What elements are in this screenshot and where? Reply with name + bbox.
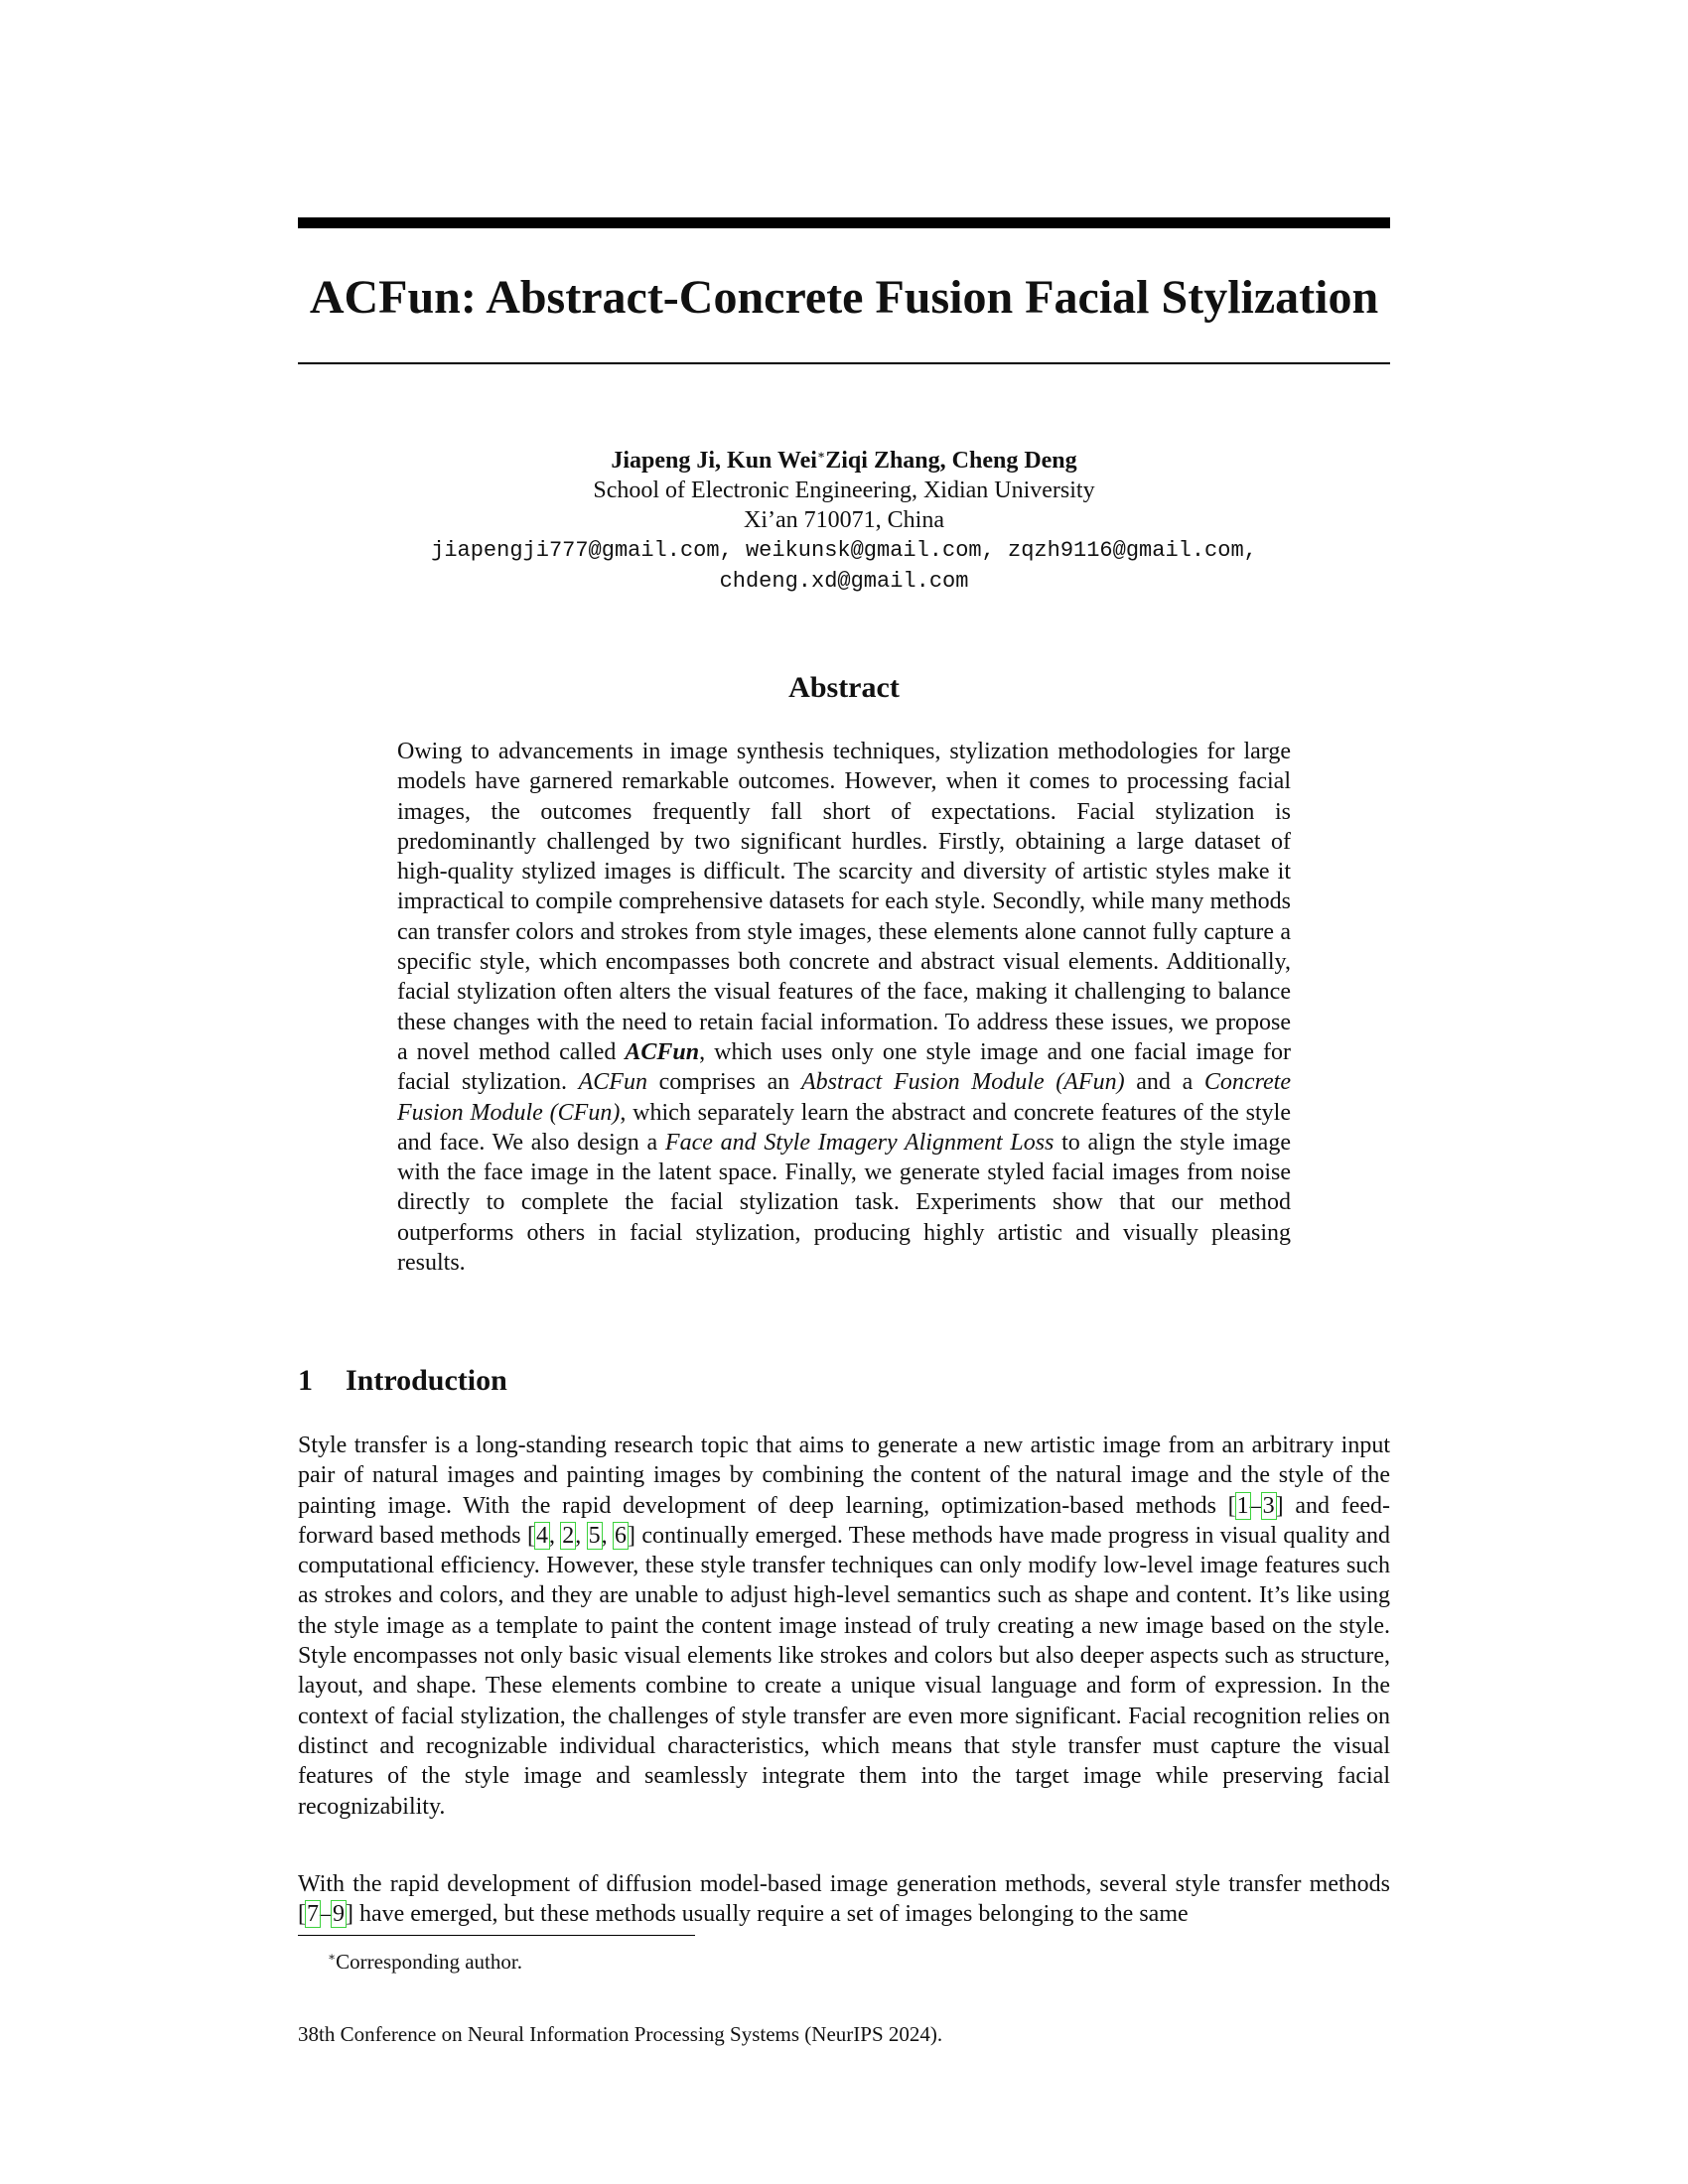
intro-paragraph-2 [298, 1869, 1390, 1930]
abstract-acfun-bold: ACFun [625, 1038, 700, 1065]
abstract-afun-term: Abstract Fusion Module (AFun) [800, 1069, 1125, 1096]
author-block [298, 440, 1390, 597]
paper-page [298, 0, 1390, 2184]
paper-title: ACFun: Abstract-Concrete Fusion Facial Stylization [309, 271, 1379, 324]
citation-link-3[interactable]: 3 [1262, 1492, 1275, 1519]
author-names [298, 440, 1390, 476]
author-address: Xi’an 710071, China [744, 507, 944, 533]
venue-line: 38th Conference on Neural Information Processing Systems (NeurIPS 2024). [298, 2022, 943, 2046]
abstract-text-5: , which separately learn the abstract and concrete features of the style and face. We also design a [397, 1099, 1291, 1156]
author-names-after: Ziqi Zhang, Cheng Deng [825, 448, 1077, 474]
abstract-text-2: , which uses only one style image and one facial image for facial stylization. [397, 1038, 1291, 1096]
citation-link-1[interactable]: 1 [1236, 1492, 1249, 1519]
corresponding-mark: ∗ [816, 448, 826, 462]
citation-link-4[interactable]: 4 [535, 1522, 548, 1549]
footnote-rule [298, 1935, 695, 1936]
abstract-text-1: Owing to advancements in image synthesis techniques, stylization methodologies for large models have garnered remarkable outcomes. However, when it comes to processing facial images, the outcomes frequently fall short of expectations. Facial stylization is predominantly challenged by two significant hurdles. Firstly, obtaining a large dataset of high-quality stylized images is difficult. The scarcity and diversity of artistic styles make it impractical to compile comprehensive datasets for each style. Secondly, while many methods can transfer colors and strokes from style images, these elements alone cannot fully capture a specific style, which encompasses both concrete and abstract visual elements. Additionally, facial stylization often alters the visual features of the face, making it challenging to balance these changes with the need to retain facial information. To address these issues, we propose a novel method called [397, 739, 1291, 1065]
intro-p1-text-c: ] continually emerged. These methods have made progress in visual quality and computational efficiency. However, these style transfer techniques can only modify low-level image features such as strokes and colors, and they are unable to adjust high-level semantics such as shape and content. It’s like using the style image as a template to paint the content image instead of truly creating a new image based on the style. Style encompasses not only basic visual elements like strokes and colors but also deeper aspects such as structure, layout, and shape. These elements combine to create a unique visual language and form of expression. In the context of facial stylization, the challenges of style transfer are even more significant. Facial recognition relies on distinct and recognizable individual characteristics, which means that style transfer must capture the visual features of the style image and seamlessly integrate them into the target image while preserving facial recognizability. [298, 1522, 1390, 1820]
title-bottom-rule [298, 362, 1390, 364]
title-top-rule [298, 217, 1390, 228]
intro-p1-text-a: Style transfer is a long-standing research topic that aims to generate a new artistic image from an arbitrary input pair of natural images and painting images by combining the content of the natural image and the style of the painting image. With the rapid development of deep learning, optimization-based methods [ [298, 1433, 1390, 1519]
intro-p2-text-b: ] have emerged, but these methods usually require a set of images belonging to the same [346, 1901, 1189, 1928]
author-affiliation: School of Electronic Engineering, Xidian University [593, 478, 1095, 503]
section-title: Introduction [346, 1364, 507, 1397]
abstract-body [397, 737, 1291, 1278]
abstract-text-3: comprises an [646, 1069, 801, 1096]
intro-paragraph-1: Style transfer is a long-standing research topic that aims to generate a new artistic image from an arbitrary input pair of natural images and painting images by combining the content of the natural image and the style of the painting image. With the rapid development of deep learning, optimization-based methods [1–3] and feed-forward based methods [4, 2, 5, 6] continually emerged. These methods have made progress in visual quality and computational efficiency. However, these style transfer techniques can only modify low-level image features such as strokes and colors, and they are unable to adjust high-level semantics such as shape and content. It’s like using the style image as a template to paint the content image instead of truly creating a new image based on the style. Style encompasses not only basic visual elements like strokes and colors but also deeper aspects such as structure, layout, and shape. These elements combine to create a unique visual language and form of expression. In the context of facial stylization, the challenges of style transfer are even more significant. Facial recognition relies on distinct and recognizable individual characteristics, which means that style transfer must capture the visual features of the style image and seamlessly integrate them into the target image while preserving facial recognizability. [298, 1433, 1391, 1820]
citation-link-2[interactable]: 2 [562, 1522, 575, 1549]
footnote [328, 1944, 522, 1975]
section-number: 1 [298, 1364, 313, 1397]
footnote-text: Corresponding author. [336, 1950, 522, 1974]
abstract-heading: Abstract [788, 671, 900, 704]
author-names-before: Jiapeng Ji, Kun Wei [611, 448, 817, 474]
citation-dash: – [1249, 1492, 1262, 1519]
abstract-loss-term: Face and Style Imagery Alignment Loss [664, 1129, 1055, 1156]
citation-dash: – [320, 1901, 332, 1928]
abstract-text-6: to align the style image with the face image in the latent space. Finally, we generate styled facial images from noise directly to complete the facial stylization task. Experiments show that our method outperforms others in facial stylization, producing highly artistic and visually pleasing results. [397, 1129, 1291, 1277]
abstract-text-4: and a [1124, 1069, 1204, 1096]
citation-link-6[interactable]: 6 [614, 1522, 627, 1549]
citation-link-5[interactable]: 5 [588, 1522, 601, 1549]
author-emails-line1: jiapengji777@gmail.com, weikunsk@gmail.com, zqzh9116@gmail.com, [431, 538, 1257, 563]
author-emails-line2: chdeng.xd@gmail.com [719, 569, 969, 594]
footnote-mark: ∗ [328, 1950, 337, 1964]
section-heading-introduction [298, 1363, 1390, 1399]
abstract-cfun-term: Concrete Fusion Module (CFun) [397, 1069, 1291, 1126]
intro-p2-text-a: With the rapid development of diffusion model-based image generation methods, several style transfer methods [ [298, 1871, 1390, 1928]
intro-p1-text-b: ] and feed-forward based methods [ [298, 1492, 1391, 1549]
citation-link-9[interactable]: 9 [333, 1901, 345, 1928]
abstract-acfun-italic: ACFun [578, 1069, 647, 1096]
citation-link-7[interactable]: 7 [307, 1901, 319, 1928]
